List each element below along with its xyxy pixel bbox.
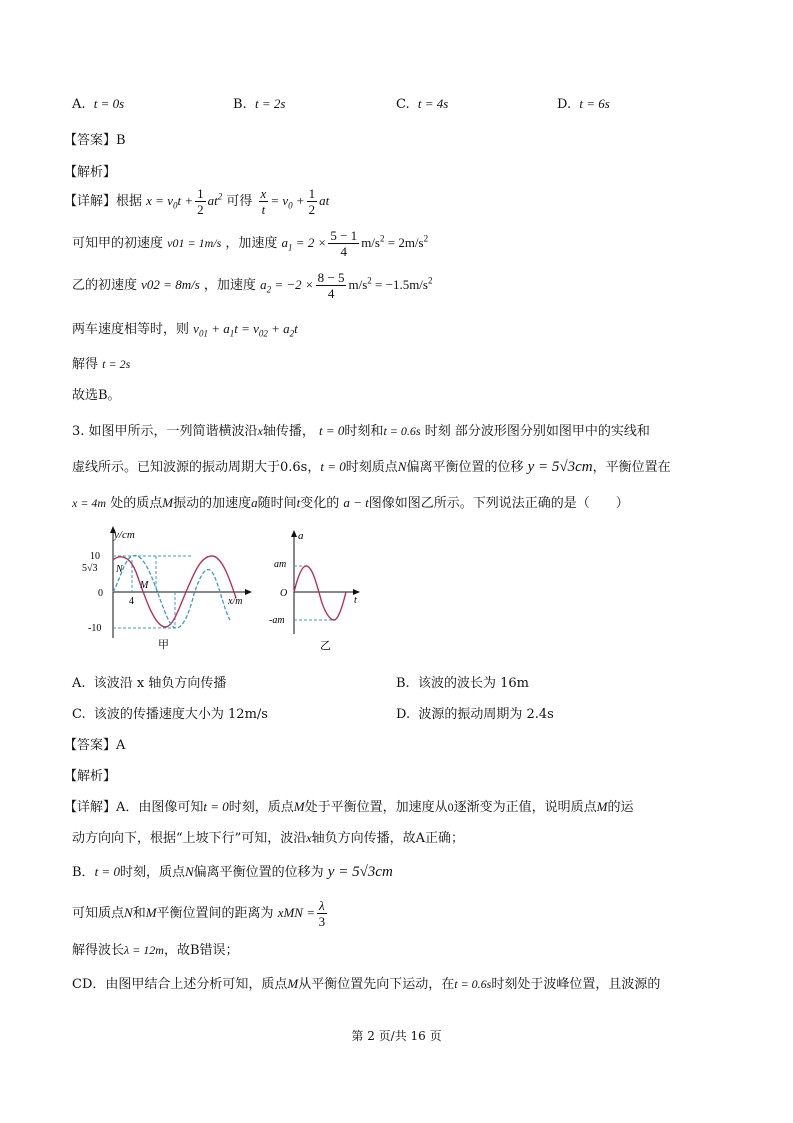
jia-xlabel: x/m xyxy=(228,596,243,607)
q2-detail-formula: 【详解】根据 $x = v_0t$ + $\frac{1}{2}$ $at^2$ 可得 $\frac{x}{t}$ = $v_0$ + $\frac{1}{2}$ at xyxy=(64,186,330,217)
q2-option-a: A. t = 0s xyxy=(72,96,125,112)
q2-option-c: C. t = 4s xyxy=(396,96,449,112)
q3-stem-line2: 虚线所示。已知波源的振动周期大于0.6s，t = 0时刻质点N偏离平衡位置的位移 y = 5√3cm，平衡位置在 xyxy=(72,459,671,475)
q3-stem-line3: x = 4m 处的质点M振动的加速度a随时间t变化的 a − t图像如图乙所示。下列说法正确的是（ ） xyxy=(72,495,629,511)
q3-detail-line2: 动方向向下，根据“上坡下行”可知，波沿x轴负方向传播，故A正确； xyxy=(72,831,465,846)
jia-caption: 甲 xyxy=(158,638,169,651)
yi-wave xyxy=(294,566,346,620)
q2-line-a2: 乙的初速度 v02 = 8m/s ，加速度 $a_2 = -2$ × $\frac{8 - 5}{4}$ $m/s^2 = -1.5m/s^2$ xyxy=(72,270,433,301)
q3-detail-line3: B．t = 0时刻，质点N偏离平衡位置的位移为 y = 5√3cm xyxy=(72,864,393,880)
yi-ylabel: a xyxy=(298,530,304,542)
figure-yi xyxy=(268,522,374,655)
yi-tick-am: am xyxy=(274,559,287,570)
q2-line-equal: 两车速度相等时，则 $v_{01} + a_1t = v_{02} + a_2t$ xyxy=(72,321,298,339)
q2-analysis-label: 【解析】 xyxy=(64,165,117,180)
q2-option-b: B. t = 2s xyxy=(233,96,286,112)
jia-ylabel: y/cm xyxy=(114,529,135,541)
q2-solve: 解得 t = 2s xyxy=(72,357,131,372)
jia-x-arrow xyxy=(245,589,252,595)
q3-detail-line5: 解得波长λ = 12m，故B错误； xyxy=(72,943,239,958)
yi-xlabel: t xyxy=(354,595,357,606)
jia-label-m: M xyxy=(140,580,149,591)
q2-option-d: D. t = 6s xyxy=(557,96,610,112)
yi-tick-mam: -am xyxy=(269,615,285,626)
q3-option-a: A. 该波沿 x 轴负方向传播 xyxy=(72,676,227,691)
q3-stem-line1: 3. 如图甲所示，一列简谐横波沿x轴传播， t = 0时刻和t = 0.6s 时刻 部分波形图分别如图甲中的实线和 xyxy=(72,423,650,439)
jia-tick-0: 0 xyxy=(98,588,103,599)
q3-detail-line1: 【详解】A．由图像可知t = 0时刻，质点M处于平衡位置，加速度从0逐渐变为正值，说明质点M的运 xyxy=(64,799,634,815)
q2-choose: 故选B。 xyxy=(72,388,121,403)
q3-detail-line6: CD．由图甲结合上述分析可知，质点M从平衡位置先向下运动，在t = 0.6s时刻处于波峰位置，且波源的 xyxy=(72,976,661,992)
jia-tick-5r3: 5√3 xyxy=(82,563,98,574)
figure-jia xyxy=(80,520,256,655)
q3-option-d: D. 波源的振动周期为 2.4s xyxy=(396,707,554,722)
jia-label-n: N xyxy=(116,564,123,575)
jia-tick-x4: 4 xyxy=(129,596,134,607)
jia-tick-m10: -10 xyxy=(88,623,102,634)
yi-y-arrow xyxy=(291,530,297,537)
q3-answer: 【答案】A xyxy=(64,738,126,753)
q2-answer: 【答案】B xyxy=(64,133,126,148)
q3-option-c: C. 该波的传播速度大小为 12m/s xyxy=(72,707,268,722)
yi-caption: 乙 xyxy=(320,639,331,652)
page-footer: 第 2 页/共 16 页 xyxy=(351,1029,442,1043)
q3-detail-line4: 可知质点N和M平衡位置间的距离为 xMN = $\frac{\lambda}{3}$ xyxy=(72,898,326,929)
yi-tick-o: O xyxy=(280,588,288,599)
q2-line-a1: 可知甲的初速度 v01 = 1m/s ，加速度 $a_1 = 2$ × $\frac{5 - 1}{4}$ $m/s^2 = 2m/s^2$ xyxy=(72,228,429,259)
q3-option-b: B. 该波的波长为 16m xyxy=(396,676,529,691)
jia-tick-10: 10 xyxy=(90,551,100,562)
q3-analysis-label: 【解析】 xyxy=(64,769,117,784)
